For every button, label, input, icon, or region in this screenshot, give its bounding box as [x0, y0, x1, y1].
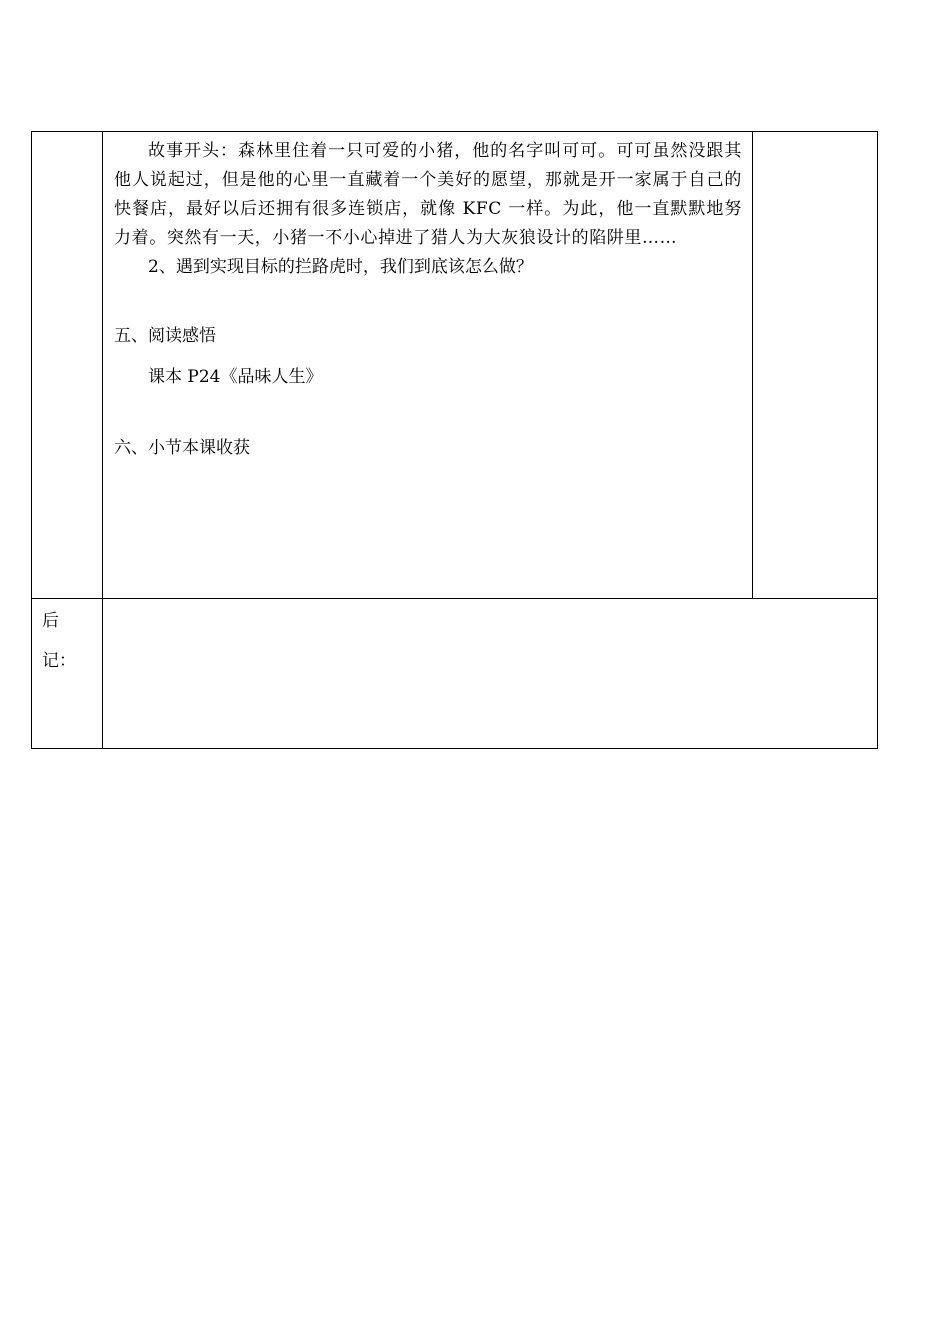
- postscript-label-cell: [32, 599, 103, 749]
- lesson-plan-table: [31, 131, 878, 749]
- right-notes-cell: [753, 132, 878, 599]
- left-margin-cell: [32, 132, 103, 599]
- section-six-heading: 六、小节本课收获: [114, 438, 250, 458]
- reading-paragraph: 课本 P24《品味人生》: [148, 367, 323, 387]
- story-paragraph: 故事开头：森林里住着一只可爱的小猪，他的名字叫可可。可可虽然没跟其他人说起过，但是他的心里一直藏着一个美好的愿望，那就是开一家属于自己的快餐店，最好以后还拥有很多连锁店，就像 KFC 一样。为此，他一直默默地努力着。突然有一天，小猪一不小心掉进了猎人为大灰狼设计的陷阱里……: [114, 141, 742, 248]
- section-five-heading: 五、阅读感悟: [114, 326, 216, 346]
- lesson-content-row: [32, 132, 878, 599]
- postscript-label-line1: 后: [42, 611, 59, 631]
- lesson-content: [103, 132, 752, 463]
- postscript-label: [32, 599, 102, 681]
- postscript-content-cell: [103, 599, 878, 749]
- lesson-content-cell: [103, 132, 753, 599]
- postscript-label-line2: 记：: [42, 651, 76, 671]
- question-paragraph: 2、遇到实现目标的拦路虎时，我们到底该怎么做？: [148, 257, 533, 277]
- postscript-row: [32, 599, 878, 749]
